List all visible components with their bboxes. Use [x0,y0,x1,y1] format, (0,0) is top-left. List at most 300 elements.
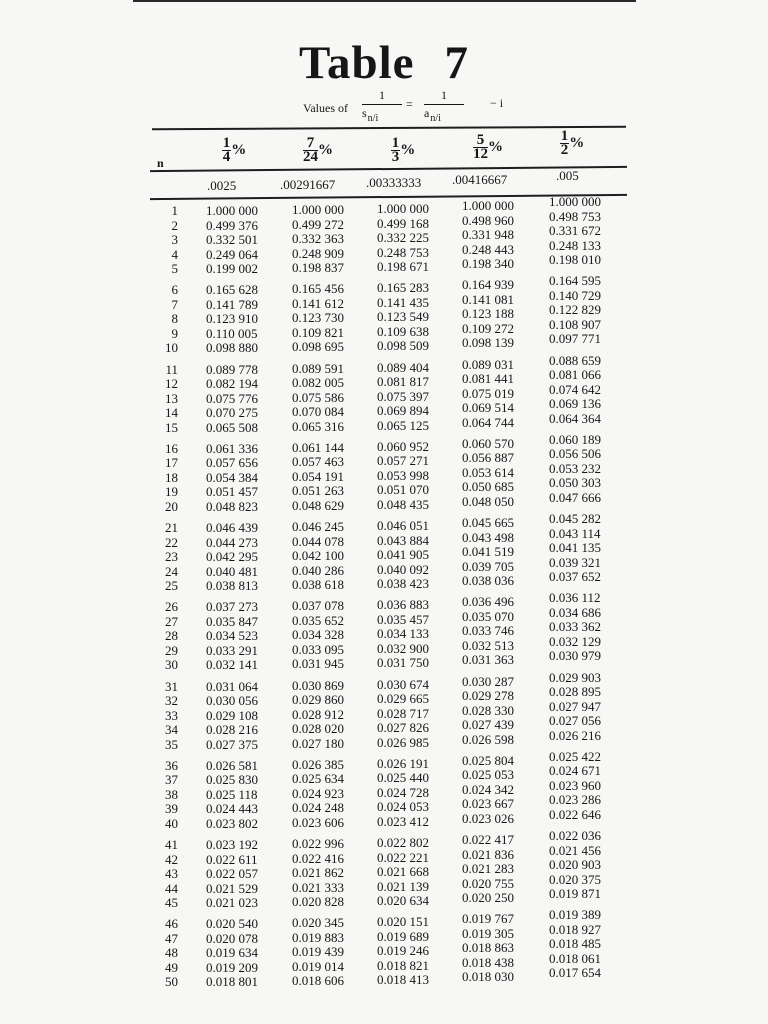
row-group [462,675,514,748]
row-group [462,516,514,589]
table-cell: 0.122 829 [549,302,601,318]
table-cell: 0.141 789 [206,296,258,312]
table-cell: 0.034 523 [206,628,258,644]
table-cell: 0.065 316 [292,418,344,434]
table-cell: 0.032 900 [377,640,429,656]
table-cell: 0.057 656 [206,455,258,471]
fraction-one-over-a [424,88,464,124]
table-cell: 0.018 606 [292,973,344,989]
row-group [462,199,514,272]
table-cell: 0.123 910 [206,311,258,327]
row-group [152,283,178,356]
table-cell: 0.048 823 [206,498,258,514]
table-cell: 0.033 362 [549,619,601,635]
row-group [377,361,429,434]
table-cell: 0.123 549 [377,309,429,325]
row-group [549,671,601,744]
rate-header-quarter: $\frac{1}{4}$ % [222,135,247,165]
row-group [152,442,178,515]
table-cell: 0.248 133 [549,237,601,253]
table-cell: 0.060 189 [549,431,601,447]
row-group [292,599,344,672]
table-cell: 0.018 927 [549,921,601,937]
table-cell: 0.018 801 [206,974,258,990]
table-cell: 0.070 084 [292,404,344,420]
rate-header-seven-24ths: $\frac{7}{24}$ % [303,135,333,165]
n-value: 8 [171,311,178,327]
table-cell: 0.021 862 [292,865,344,881]
table-cell: 0.098 695 [292,339,344,355]
n-value: 19 [165,484,178,500]
table-cell: 0.020 634 [377,893,429,909]
table-cell: 0.053 614 [462,464,514,480]
fraction-numerator: 1 [379,88,385,102]
table-cell: 0.038 813 [206,578,258,594]
table-cell: 0.069 514 [462,400,514,416]
table-cell: 0.499 376 [206,217,258,233]
table-cell: 0.198 340 [462,256,514,272]
row-group [549,908,601,981]
row-group [206,521,258,594]
table-cell: 0.051 263 [292,483,344,499]
n-value: 40 [165,815,178,831]
n-value: 43 [165,866,178,882]
table-cell: 0.024 923 [292,785,344,801]
table-cell: 0.025 804 [462,752,514,768]
table-cell: 0.109 821 [292,324,344,340]
table-cell: 0.027 056 [549,713,601,729]
table-cell: 0.075 586 [292,389,344,405]
row-group [377,757,429,830]
table-cell: 0.028 895 [549,684,601,700]
table-cell: 0.029 665 [377,691,429,707]
row-group [152,917,178,990]
table-cell: 0.034 133 [377,626,429,642]
n-value: 39 [165,801,178,817]
row-group [377,519,429,592]
table-cell: 0.061 336 [206,440,258,456]
row-group [462,358,514,431]
table-cell: 0.069 136 [549,396,601,412]
table-cell: 0.053 998 [377,467,429,483]
table-cell: 0.020 755 [462,875,514,891]
table-cell: 0.047 666 [549,489,601,505]
row-group [292,441,344,514]
row-group [462,278,514,351]
n-column [152,204,178,997]
n-value: 14 [165,405,178,421]
n-value: 30 [165,657,178,673]
table-cell: 0.499 272 [292,216,344,232]
row-group [206,680,258,753]
table-cell: 0.019 689 [377,928,429,944]
table-cell: 0.042 100 [292,548,344,564]
table-cell: 0.046 245 [292,519,344,534]
table-cell: 0.031 064 [206,678,258,694]
table-cell: 0.057 271 [377,453,429,469]
table-cell: 0.060 570 [462,435,514,451]
row-group [377,440,429,513]
table-cell: 0.198 010 [549,252,601,268]
table-cell: 0.088 659 [549,352,601,368]
values-column-quarter-pct [206,204,258,997]
table-cell: 0.040 092 [377,561,429,577]
n-value: 10 [165,340,178,356]
fraction-denominator: $s_{n/i}$ [362,106,379,124]
table-cell: 0.029 108 [206,707,258,723]
table-cell: 0.141 612 [292,295,344,311]
table-cell: 0.037 078 [292,598,344,614]
table-cell: 0.024 443 [206,801,258,817]
row-group [377,678,429,751]
table-cell: 0.498 960 [462,212,514,228]
table-cell: 0.027 947 [549,698,601,714]
table-cell: 0.022 996 [292,836,344,851]
title-word: Table [298,37,415,89]
table-cell: 0.025 053 [462,767,514,783]
table-cell: 0.065 508 [206,419,258,435]
table-cell: 0.332 501 [206,232,258,248]
table-cell: 1.000 000 [377,201,429,216]
table-cell: 0.075 397 [377,388,429,404]
table-cell: 0.035 070 [462,608,514,624]
row-group [206,917,258,990]
n-value: 4 [171,246,178,262]
table-cell: 0.025 422 [549,748,601,764]
row-group [206,204,258,277]
formula-label: Values of [303,101,348,115]
table-cell: 0.022 802 [377,835,429,850]
row-group [152,600,178,673]
table-cell: 0.046 439 [206,520,258,535]
table-cell: 0.089 778 [206,361,258,377]
table-cell: 0.332 363 [292,231,344,247]
table-cell: 0.020 078 [206,930,258,946]
table-cell: 0.074 642 [549,381,601,397]
table-cell: 0.165 628 [206,282,258,298]
n-value: 36 [165,757,178,773]
table-cell: 0.045 665 [462,515,514,530]
table-cell: 0.331 672 [549,223,601,239]
table-cell: 0.021 456 [549,842,601,858]
table-cell: 0.039 705 [462,558,514,574]
table-cell: 0.050 685 [462,479,514,495]
table-cell: 0.020 540 [206,916,258,932]
table-cell: 0.140 729 [549,287,601,303]
table-cell: 0.026 191 [377,755,429,771]
table-cell: 0.022 417 [462,832,514,847]
table-cell: 0.043 498 [462,529,514,545]
rate-decimal: .005 [556,168,579,183]
table-cell: 0.056 887 [462,450,514,466]
n-value: 24 [165,563,178,579]
table-cell: 0.029 278 [462,688,514,704]
n-value: 50 [165,974,178,990]
table-cell: 0.032 513 [462,637,514,653]
table-cell: 0.082 194 [206,376,258,392]
n-value: 42 [165,851,178,867]
table-cell: 0.051 070 [377,482,429,498]
table-cell: 0.023 802 [206,815,258,831]
row-group [549,274,601,347]
n-value: 31 [165,678,178,694]
row-group [206,600,258,673]
table-cell: 0.061 144 [292,439,344,455]
minus-i: − i [490,96,504,110]
table-cell: 0.025 118 [206,786,258,802]
table-cell: 0.075 776 [206,390,258,406]
table-cell: 0.025 634 [292,771,344,787]
row-group [206,283,258,356]
row-group [152,204,178,277]
table-cell: 0.019 389 [549,907,601,923]
n-value: 41 [165,837,178,852]
row-group [462,754,514,827]
table-cell: 0.022 416 [292,850,344,866]
table-cell: 0.026 581 [206,757,258,773]
table-cell: 0.030 979 [549,648,601,664]
table-cell: 0.019 246 [377,943,429,959]
table-cell: 0.019 871 [549,886,601,902]
table-cell: 0.048 435 [377,496,429,512]
table-cell: 0.021 023 [206,895,258,911]
table-cell: 0.141 081 [462,291,514,307]
table-cell: 0.024 248 [292,800,344,816]
table-cell: 0.248 753 [377,244,429,260]
table-cell: 0.024 728 [377,784,429,800]
table-cell: 0.198 837 [292,260,344,276]
table-cell: 0.098 139 [462,335,514,351]
table-cell: 0.021 668 [377,864,429,880]
table-cell: 0.075 019 [462,385,514,401]
n-value: 38 [165,786,178,802]
table-cell: 0.028 020 [292,721,344,737]
n-value: 20 [165,498,178,514]
row-group [462,595,514,668]
table-cell: 0.051 457 [206,484,258,500]
n-value: 25 [165,578,178,594]
rate-header-third: $\frac{1}{3}$ % [391,135,416,165]
n-value: 11 [165,361,178,377]
table-cell: 0.081 441 [462,371,514,387]
table-cell: 0.025 440 [377,770,429,786]
table-cell: 0.089 591 [292,360,344,376]
table-cell: 0.029 903 [549,669,601,685]
row-group [549,354,601,427]
table-cell: 0.498 753 [549,208,601,224]
n-value: 18 [165,469,178,485]
table-cell: 0.043 114 [549,525,601,541]
row-group [292,837,344,910]
n-value: 33 [165,707,178,723]
table-cell: 0.029 860 [292,692,344,708]
n-value: 13 [165,390,178,406]
table-cell: 0.097 771 [549,331,601,347]
n-value: 28 [165,628,178,644]
table-cell: 0.018 863 [462,940,514,956]
table-cell: 0.028 912 [292,706,344,722]
table-cell: 1.000 000 [206,203,258,218]
table-cell: 0.123 730 [292,310,344,326]
table-cell: 0.027 439 [462,717,514,733]
table-cell: 0.021 333 [292,879,344,895]
table-cell: 0.027 826 [377,720,429,736]
table-cell: 0.109 638 [377,323,429,339]
table-cell: 0.048 629 [292,497,344,513]
fraction-one-over-s [362,88,402,124]
row-group [152,838,178,911]
row-group [377,598,429,671]
table-cell: 0.023 412 [377,813,429,829]
table-cell: 0.054 384 [206,469,258,485]
row-group [549,591,601,664]
row-group [462,912,514,985]
table-cell: 0.021 139 [377,878,429,894]
table-cell: 0.042 295 [206,549,258,565]
values-column-half-pct [549,195,601,988]
row-group [377,281,429,354]
table-cell: 0.039 321 [549,554,601,570]
table-cell: 0.064 744 [462,414,514,430]
n-value: 27 [165,613,178,629]
n-value: 2 [171,217,178,233]
table-cell: 0.022 057 [206,866,258,882]
row-group [152,680,178,753]
n-value: 5 [171,261,178,277]
row-group [206,363,258,436]
rate-decimal: .0025 [207,178,237,193]
table-cell: 0.032 141 [206,657,258,673]
row-group [377,202,429,275]
rate-decimal: .00291667 [280,177,336,192]
table-cell: 0.033 095 [292,641,344,657]
table-cell: 0.019 209 [206,959,258,975]
table-cell: 0.019 634 [206,945,258,961]
top-page-rule [133,0,636,2]
table-cell: 0.331 948 [462,227,514,243]
table-cell: 0.018 413 [377,972,429,988]
table-cell: 0.026 598 [462,731,514,747]
table-cell: 0.020 375 [549,871,601,887]
table-cell: 0.098 509 [377,338,429,354]
table-cell: 0.035 847 [206,613,258,629]
table-cell: 0.030 056 [206,693,258,709]
table-cell: 0.019 014 [292,958,344,974]
table-cell: 0.041 135 [549,540,601,556]
table-cell: 0.041 519 [462,544,514,560]
row-group [462,833,514,906]
table-cell: 0.028 216 [206,722,258,738]
n-value: 26 [165,599,178,615]
table-cell: 0.069 894 [377,403,429,419]
table-cell: 0.054 191 [292,468,344,484]
n-value: 3 [171,232,178,248]
table-cell: 0.034 328 [292,627,344,643]
table-cell: 0.018 485 [549,936,601,952]
table-cell: 0.036 496 [462,594,514,610]
rate-decimal: .00416667 [452,172,508,187]
table-cell: 0.018 030 [462,969,514,985]
table-cell: 0.022 221 [377,849,429,865]
table-cell: 0.141 435 [377,294,429,310]
n-value: 9 [171,325,178,341]
table-cell: 0.056 506 [549,446,601,462]
fraction-numerator: 1 [441,88,447,102]
n-value: 22 [165,534,178,550]
table-cell: 0.032 129 [549,633,601,649]
table-cell: 0.031 750 [377,655,429,671]
table-cell: 0.026 216 [549,727,601,743]
table-cell: 0.098 880 [206,340,258,356]
table-cell: 0.199 002 [206,261,258,277]
n-value: 15 [165,419,178,435]
n-value: 34 [165,722,178,738]
table-cell: 0.028 330 [462,702,514,718]
table-cell: 0.123 188 [462,306,514,322]
table-cell: 1.000 000 [292,202,344,217]
table-cell: 0.020 903 [549,857,601,873]
table-cell: 0.030 287 [462,673,514,689]
n-value: 17 [165,455,178,471]
table-cell: 0.036 112 [549,590,601,606]
rate-decimal: .00333333 [366,175,422,190]
values-column-third-pct [377,202,429,995]
table-cell: 0.031 945 [292,656,344,672]
table-cell: 0.035 457 [377,611,429,627]
n-value: 49 [165,959,178,975]
table-cell: 0.023 026 [462,810,514,826]
table-cell: 0.028 717 [377,705,429,721]
n-value: 45 [165,895,178,911]
values-column-seven-24ths-pct [292,203,344,996]
table-cell: 0.033 746 [462,623,514,639]
table-cell: 0.022 611 [206,851,258,867]
table-cell: 0.034 686 [549,604,601,620]
table-cell: 0.018 061 [549,950,601,966]
rate-header-five-12ths: $\frac{5}{12}$ % [473,132,503,162]
table-cell: 0.020 250 [462,890,514,906]
table-cell: 0.248 443 [462,241,514,257]
table-cell: 0.044 078 [292,533,344,549]
equals-sign: = [406,97,413,111]
row-group [549,829,601,902]
table-cell: 0.041 905 [377,547,429,563]
table-cell: 0.024 053 [377,799,429,815]
table-cell: 0.198 671 [377,259,429,275]
table-cell: 0.037 652 [549,569,601,585]
table-cell: 0.038 036 [462,573,514,589]
row-group [292,362,344,435]
table-cell: 0.165 456 [292,281,344,297]
table-cell: 0.027 375 [206,736,258,752]
table-cell: 0.109 272 [462,320,514,336]
table-cell: 0.025 830 [206,772,258,788]
table-cell: 0.053 232 [549,460,601,476]
table-cell: 0.020 828 [292,894,344,910]
table-cell: 0.164 939 [462,277,514,293]
values-column-five-12ths-pct [462,199,514,992]
row-group [292,916,344,989]
table-cell: 0.027 180 [292,735,344,751]
n-value: 7 [171,296,178,312]
table-cell: 0.035 652 [292,612,344,628]
table-cell: 0.040 481 [206,563,258,579]
row-group [292,203,344,276]
table-cell: 0.248 909 [292,245,344,261]
table-cell: 1.000 000 [549,194,601,209]
table-cell: 0.043 884 [377,532,429,548]
table-cell: 0.022 036 [549,828,601,843]
